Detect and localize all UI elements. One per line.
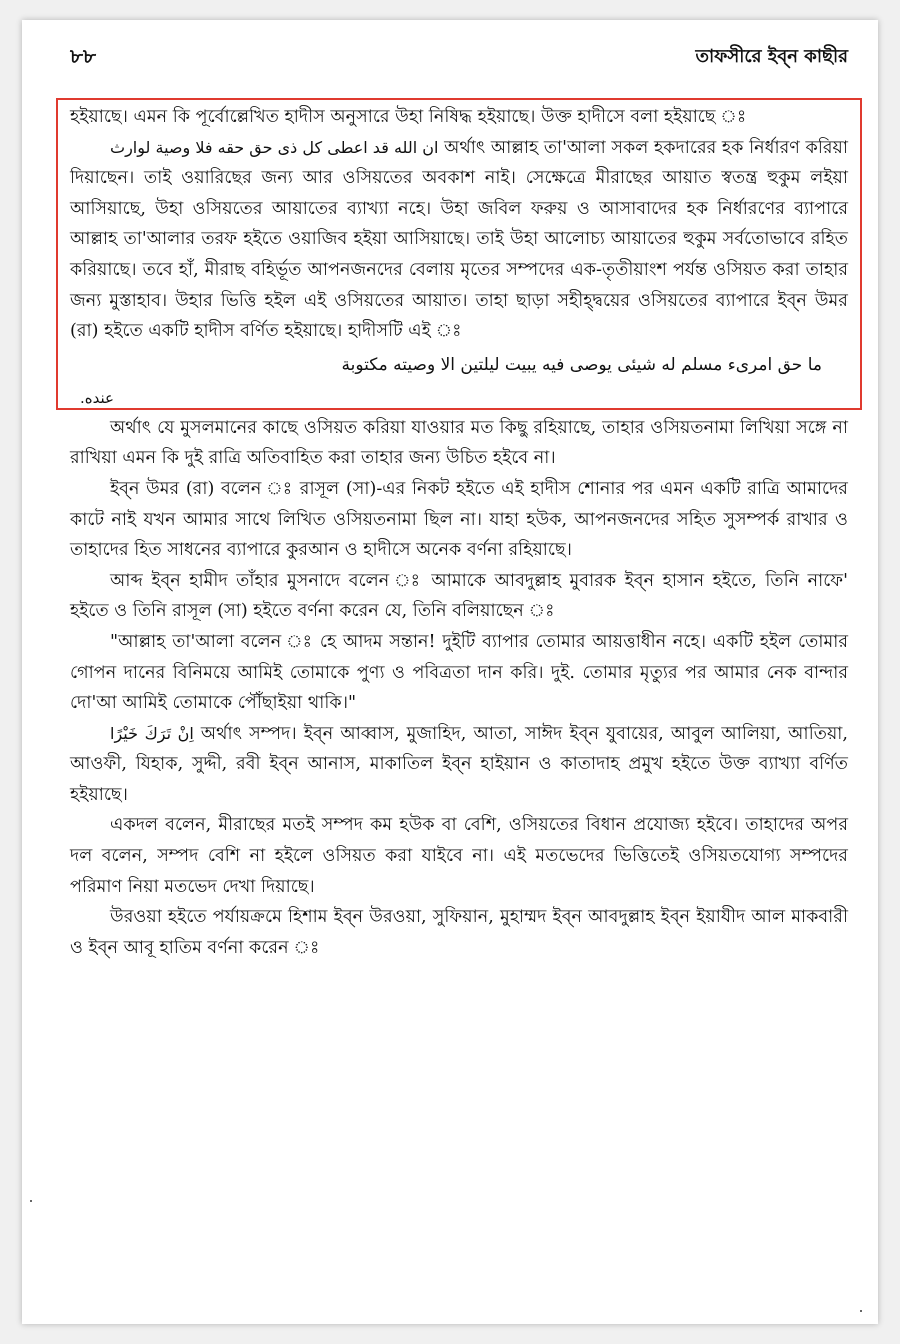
paragraph-10: উরওয়া হইতে পর্যায়ক্রমে হিশাম ইব্‌ন উরওয়া, সুফিয়ান, মুহাম্মদ ইব্‌ন আবদুল্লাহ ইব্‌ন ইয়াযীদ আল মাকবারী ও ইব্‌ন আবূ হাতিম বর্ণনা করেন ঃ (70, 907, 848, 958)
paragraph-7-quote: "আল্লাহ তা'আলা বলেন ঃ হে আদম সন্তান! দুইটি ব্যাপার তোমার আয়ত্তাধীন নহে। একটি হইল তোমার গোপন দানের বিনিময়ে আমিই তোমাকে পুণ্য ও পবিত্রতা দান করি। দুই. তোমার মৃত্যুর পর আমার নেক বান্দার দো'আ আমিই তোমাকে পৌঁছাইয়া থাকি।" (70, 631, 848, 714)
paragraph-2 (70, 133, 848, 347)
arabic-hadith-2: ما حق امرىء مسلم له شيئى يوصى فيه يبيت ليلتين الا وصيته مكتوبة (341, 354, 822, 375)
page-body (70, 102, 848, 963)
paragraph-1: হইয়াছে। এমন কি পূর্বোল্লেখিত হাদীস অনুসারে উহা নিষিদ্ধ হইয়াছে। উক্ত হাদীসে বলা হইয়াছে ঃ (70, 107, 747, 127)
paragraph-5: ইব্‌ন উমর (রা) বলেন ঃ রাসূল (সা)-এর নিকট হইতে এই হাদীস শোনার পর এমন একটি রাত্রি আমাদের কাটে নাই যখন আমার সাথে লিখিত ওসিয়তনামা ছিল না। যাহা হউক, আপনজনদের সহিত সুসম্পর্ক রাখার ও তাহাদের হিত সাধনের ব্যাপারে কুরআন ও হাদীসে অনেক বর্ণনা রহিয়াছে। (70, 478, 848, 561)
page-number: ৮৮ (70, 44, 96, 68)
arabic-hadith-2-end: عنده. (80, 388, 114, 407)
paragraph-8 (70, 719, 848, 811)
document-page (22, 20, 878, 1324)
paragraph-2-text: অর্থাৎ আল্লাহ তা'আলা সকল হকদারের হক নির্ধারণ করিয়া দিয়াছেন। তাই ওয়ারিছের জন্য আর ওসিয়তের অবকাশ নাই। সেক্ষেত্রে মীরাছের আয়াত স্বতন্ত্র হুকুম লইয়া আসিয়াছে, উহা ওসিয়তের আয়াতের ব্যাখ্যা নহে। উহা জবিল ফরুয় ও আসাবাদের হক নির্ধারণের ব্যাপারে আল্লাহ তা'আলার তরফ হইতে ওয়াজিব হইয়া আসিয়াছে। তাই উহা আলোচ্য আয়াতের হুকুম সর্বতোভাবে রহিত করিয়াছে। তবে হাঁ, মীরাছ বহির্ভূত আপনজনদের বেলায় মৃতের সম্পদের এক-তৃতীয়াংশ পর্যন্ত ওসিয়ত করা তাহার জন্য মুস্তাহাব। উহার ভিত্তি হইল এই ওসিয়তের আয়াত। তাহা ছাড়া সহীহ্দ্বয়ের ওসিয়তের ব্যাপারে ইব্‌ন উমর (রা) হইতে একটি হাদীস বর্ণিত হইয়াছে। হাদীসটি এই ঃ (70, 137, 849, 342)
paragraph-9: একদল বলেন, মীরাছের মতই সম্পদ কম হউক বা বেশি, ওসিয়তের বিধান প্রযোজ্য হইবে। তাহাদের অপর দল বলেন, সম্পদ বেশি না হইলে ওসিয়ত করা যাইবে না। এই মতভেদের ভিত্তিতেই ওসিয়তযোগ্য সম্পদের পরিমাণ নিয়া মতভেদ দেখা দিয়াছে। (70, 815, 848, 897)
book-title: তাফসীরে ইব্‌ন কাছীর (695, 46, 848, 67)
scan-speck (30, 1200, 32, 1202)
page-header (70, 42, 848, 76)
paragraph-8-text: অর্থাৎ সম্পদ। ইব্‌ন আব্বাস, মুজাহিদ, আতা, সাঈদ ইব্‌ন যুবায়ের, আবুল আলিয়া, আতিয়া, আওফী, যিহাক, সুদ্দী, রবী ইব্‌ন আনাস, মাকাতিল ইব্‌ন হাইয়ান ও কাতাদাহ প্রমুখ হইতে উক্ত ব্যাখ্যা বর্ণিত হইয়াছে। (70, 723, 849, 805)
paragraph-6: আব্দ ইব্‌ন হামীদ তাঁহার মুসনাদে বলেন ঃ আমাকে আবদুল্লাহ মুবারক ইব্‌ন হাসান হইতে, তিনি নাফে' হইতে ও তিনি রাসূল (সা) হইতে বর্ণনা করেন যে, তিনি বলিয়াছেন ঃ (70, 570, 848, 622)
scan-speck (860, 1310, 862, 1312)
arabic-verse: اِنْ تَرَكَ خَيْرًا (110, 723, 194, 743)
arabic-hadith-1: ان الله قد اعطى كل ذى حق حقه فلا وصية لوارث (110, 137, 439, 157)
paragraph-4: অর্থাৎ যে মুসলমানের কাছে ওসিয়ত করিয়া যাওয়ার মত কিছু রহিয়াছে, তাহার ওসিয়তনামা লিখিয়া সঙ্গে না রাখিয়া এমন কি দুই রাত্রি অতিবাহিত করা তাহার জন্য উচিত হইবে না। (70, 417, 848, 469)
